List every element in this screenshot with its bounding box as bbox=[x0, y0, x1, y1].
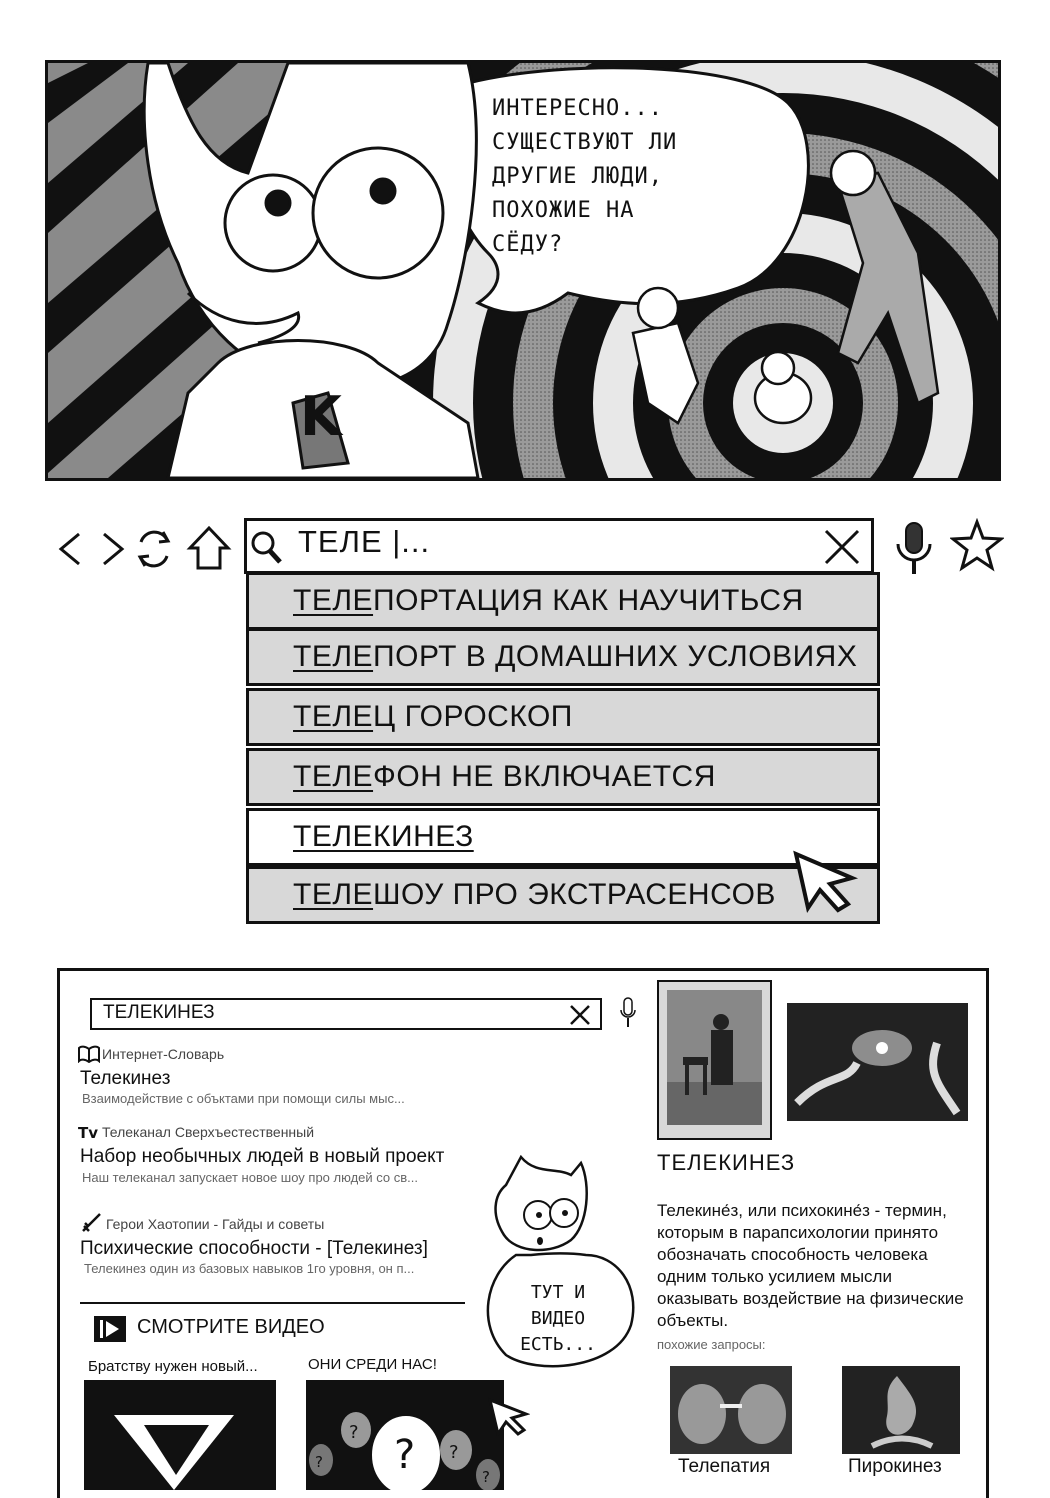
suggestion-match: ТЕЛЕ bbox=[293, 760, 374, 793]
suggestion-match: ТЕЛЕ bbox=[293, 584, 374, 617]
sword-icon bbox=[80, 1212, 102, 1238]
video-thumbnail[interactable] bbox=[306, 1380, 504, 1490]
svg-text:?: ? bbox=[315, 1453, 323, 1471]
suggestion-match: ТЕЛЕ bbox=[293, 878, 374, 911]
divider bbox=[80, 1302, 465, 1304]
related-query-label[interactable]: Пирокинез bbox=[848, 1456, 942, 1477]
related-thumbnail[interactable] bbox=[670, 1366, 792, 1454]
video-section-heading: СМОТРИТЕ ВИДЕО bbox=[137, 1316, 325, 1338]
video-caption[interactable]: Братству нужен новый... bbox=[88, 1358, 258, 1375]
result-title-link[interactable]: Психические способности - [Телекинез] bbox=[80, 1238, 428, 1259]
result-source: Телеканал Сверхъестественный bbox=[102, 1124, 315, 1140]
result-snippet: Взаимодействие с объктами при помощи силы мыс... bbox=[82, 1091, 405, 1106]
related-queries-label: похожие запросы: bbox=[657, 1337, 766, 1352]
suggestion-rest: ПОРТАЦИЯ КАК НАУЧИТЬСЯ bbox=[373, 584, 804, 617]
mini-speech-text: ТУТ И ВИДЕО ЕСТЬ... bbox=[520, 1282, 596, 1355]
svg-text:Tv: Tv bbox=[78, 1124, 99, 1141]
suggestion-rest: ПОРТ В ДОМАШНИХ УСЛОВИЯХ bbox=[373, 640, 858, 673]
result-source: Герои Хаотопии - Гайды и советы bbox=[106, 1216, 325, 1232]
svg-text:?: ? bbox=[394, 1432, 416, 1478]
book-icon bbox=[78, 1045, 100, 1067]
clear-icon[interactable] bbox=[568, 1003, 592, 1031]
knowledge-image[interactable] bbox=[787, 1003, 968, 1121]
result-snippet: Телекинез один из базовых навыков 1го уровня, он п... bbox=[84, 1261, 415, 1276]
suggestion-item-selected[interactable] bbox=[246, 808, 880, 866]
mouse-cursor-icon bbox=[486, 1396, 530, 1440]
suggestion-rest: ШОУ ПРО ЭКСТРАСЕНСОВ bbox=[373, 878, 776, 911]
microphone-icon[interactable] bbox=[892, 520, 936, 580]
video-caption[interactable]: ОНИ СРЕДИ НАС! bbox=[308, 1356, 437, 1373]
search-icon bbox=[250, 530, 282, 568]
knowledge-photo[interactable] bbox=[657, 980, 772, 1140]
back-icon[interactable] bbox=[55, 522, 85, 572]
mouse-cursor-icon bbox=[790, 848, 860, 918]
tv-icon bbox=[78, 1123, 102, 1145]
knowledge-title: ТЕЛЕКИНЕЗ bbox=[657, 1150, 796, 1175]
video-thumbnail[interactable] bbox=[84, 1380, 276, 1490]
speech-text: ИНТЕРЕСНО... СУЩЕСТВУЮТ ЛИ ДРУГИЕ ЛЮДИ, ПОХОЖИЕ НА СЁДУ? bbox=[492, 96, 678, 257]
svg-text:?: ? bbox=[349, 1422, 359, 1443]
star-icon[interactable] bbox=[950, 518, 1004, 576]
shirt-letter: K bbox=[300, 385, 342, 448]
related-thumbnail[interactable] bbox=[842, 1366, 960, 1454]
play-icon bbox=[94, 1316, 126, 1346]
knowledge-description: Телекине́з, или психокине́з - термин, которым в парапсихологии принято обозначать способность человека одним только усилием мысли оказывать воздействие на физические объекты. bbox=[657, 1201, 964, 1330]
suggestion-item[interactable] bbox=[246, 572, 880, 630]
microphone-icon[interactable] bbox=[618, 996, 638, 1034]
suggestion-rest: Ц ГОРОСКОП bbox=[373, 700, 573, 733]
clear-icon[interactable] bbox=[822, 527, 862, 571]
refresh-icon[interactable] bbox=[133, 522, 175, 572]
suggestion-item[interactable] bbox=[246, 628, 880, 686]
related-query-label[interactable]: Телепатия bbox=[678, 1456, 771, 1477]
suggestion-rest: ФОН НЕ ВКЛЮЧАЕТСЯ bbox=[373, 760, 716, 793]
suggestion-match: ТЕЛЕ bbox=[293, 700, 374, 733]
svg-text:?: ? bbox=[482, 1468, 490, 1486]
suggestion-match: ТЕЛЕ bbox=[293, 640, 374, 673]
suggestion-item[interactable] bbox=[246, 748, 880, 806]
search-input-value[interactable]: ТЕЛЕ |... bbox=[298, 524, 431, 559]
forward-icon[interactable] bbox=[98, 522, 128, 572]
svg-text:?: ? bbox=[449, 1442, 459, 1463]
result-source: Интернет-Словарь bbox=[102, 1046, 225, 1062]
result-title-link[interactable]: Набор необычных людей в новый проект bbox=[80, 1146, 445, 1167]
home-icon[interactable] bbox=[186, 522, 232, 572]
result-snippet: Наш телеканал запускает новое шоу про людей со св... bbox=[82, 1170, 418, 1185]
suggestion-item[interactable] bbox=[246, 866, 880, 924]
results-search-value[interactable]: ТЕЛЕКИНЕЗ bbox=[103, 1002, 215, 1023]
suggestion-item[interactable] bbox=[246, 688, 880, 746]
suggestion-match: ТЕЛЕКИНЕЗ bbox=[293, 820, 474, 853]
result-title-link[interactable]: Телекинез bbox=[80, 1068, 171, 1089]
